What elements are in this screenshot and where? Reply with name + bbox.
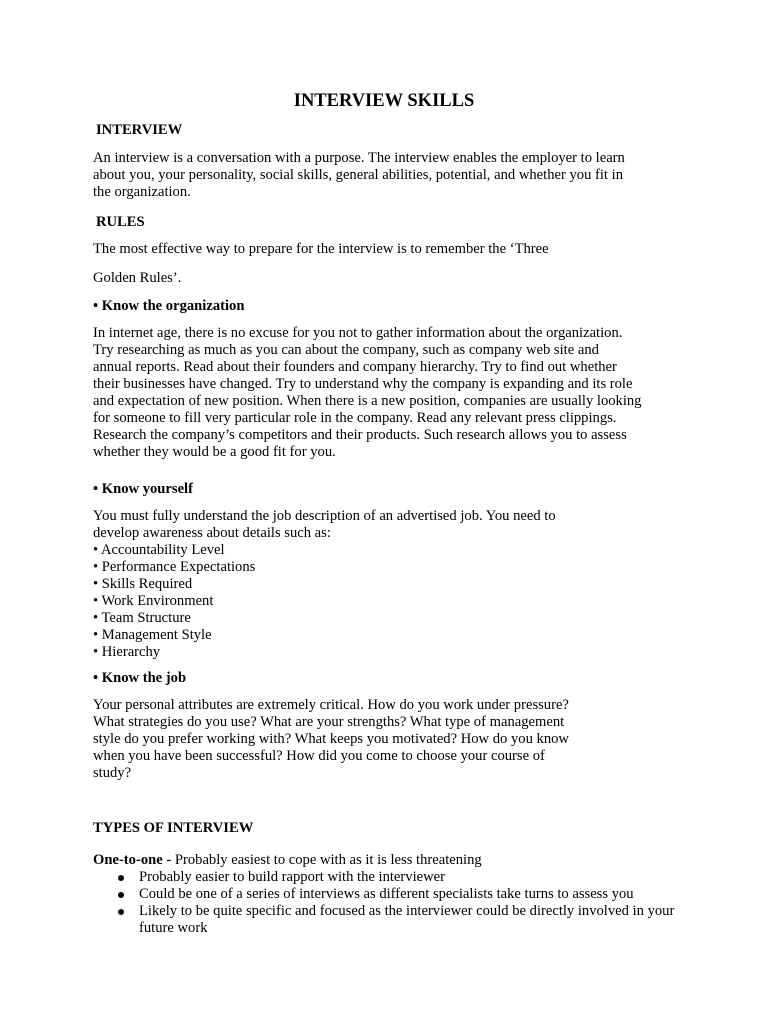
subheading-know-yourself: • Know yourself <box>93 481 193 497</box>
one-to-one-bullet-list <box>115 869 675 937</box>
list-item: • Work Environment <box>93 593 214 609</box>
list-item: Could be one of a series of interviews as different specialists take turns to assess you <box>115 886 675 903</box>
interview-paragraph <box>93 150 625 201</box>
list-item: • Accountability Level <box>93 542 225 558</box>
paragraph-line: Try researching as much as you can about the company, such as company web site and <box>93 342 599 358</box>
one-to-one-label: One-to-one <box>93 852 163 868</box>
paragraph-line: What strategies do you use? What are your strengths? What type of management <box>93 714 565 730</box>
one-to-one-text: - Probably easiest to cope with as it is less threatening <box>162 852 482 868</box>
subheading-know-organization: • Know the organization <box>93 298 245 314</box>
list-item: • Skills Required <box>93 576 193 592</box>
paragraph-line: An interview is a conversation with a purpose. The interview enables the employer to learn <box>93 150 625 166</box>
know-organization-paragraph <box>93 325 641 461</box>
subheading-know-job: • Know the job <box>93 670 187 686</box>
paragraph-line: You must fully understand the job description of an advertised job. You need to <box>93 508 556 524</box>
one-to-one-line <box>93 852 482 869</box>
paragraph-line: style do you prefer working with? What keeps you motivated? How do you know <box>93 731 569 747</box>
list-item: • Hierarchy <box>93 644 161 660</box>
know-yourself-paragraph <box>93 508 556 661</box>
paragraph-line: about you, your personality, social skills, general abilities, potential, and whether you fit in <box>93 167 623 183</box>
paragraph-line: study? <box>93 765 132 781</box>
list-item: Probably easier to build rapport with the interviewer <box>115 869 675 886</box>
paragraph-line: Your personal attributes are extremely critical. How do you work under pressure? <box>93 697 569 713</box>
section-heading-types: TYPES OF INTERVIEW <box>93 820 254 836</box>
document-title: INTERVIEW SKILLS <box>293 91 475 111</box>
list-item: • Management Style <box>93 627 212 643</box>
list-item: • Team Structure <box>93 610 191 626</box>
paragraph-line: the organization. <box>93 184 191 200</box>
paragraph-line: Research the company’s competitors and their products. Such research allows you to assess <box>93 427 627 443</box>
paragraph-line: and expectation of new position. When there is a new position, companies are usually looking <box>93 393 642 409</box>
section-heading-rules: RULES <box>96 214 145 230</box>
paragraph-line: their businesses have changed. Try to understand why the company is expanding and its role <box>93 376 633 392</box>
rules-line-2: Golden Rules’. <box>93 270 182 286</box>
paragraph-line: In internet age, there is no excuse for you not to gather information about the organization. <box>93 325 623 341</box>
know-job-paragraph <box>93 697 569 782</box>
list-item: Likely to be quite specific and focused as the interviewer could be directly involved in your future work <box>115 903 675 937</box>
paragraph-line: annual reports. Read about their founders and company hierarchy. Try to find out whether <box>93 359 617 375</box>
paragraph-line: whether they would be a good fit for you. <box>93 444 336 460</box>
paragraph-line: develop awareness about details such as: <box>93 525 331 541</box>
list-item: • Performance Expectations <box>93 559 256 575</box>
section-heading-interview: INTERVIEW <box>96 122 183 138</box>
paragraph-line: when you have been successful? How did you come to choose your course of <box>93 748 545 764</box>
paragraph-line: for someone to fill very particular role in the company. Read any relevant press clippings. <box>93 410 617 426</box>
rules-line-1: The most effective way to prepare for the interview is to remember the ‘Three <box>93 241 549 257</box>
